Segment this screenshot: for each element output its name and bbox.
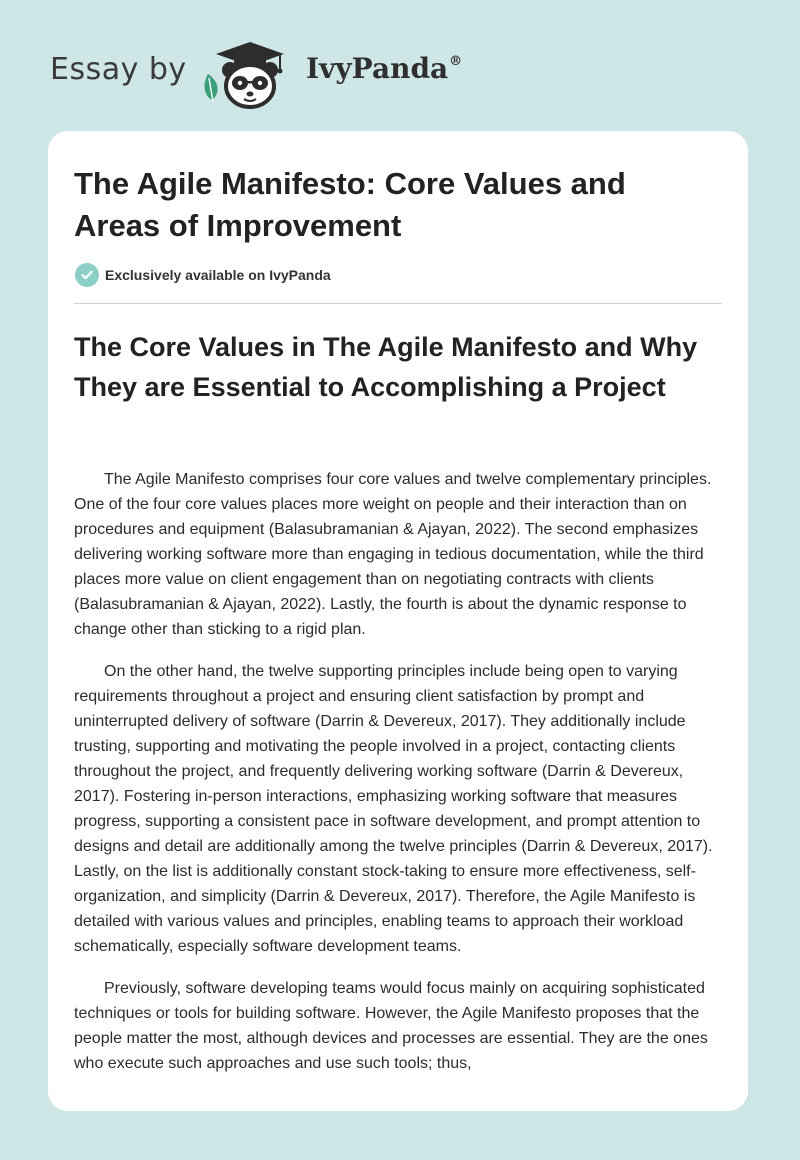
section-title: The Core Values in The Agile Manifesto and Why They are Essential to Accomplishing a Project <box>74 332 698 402</box>
exclusive-badge <box>75 262 331 288</box>
exclusive-label: Exclusively available on IvyPanda <box>105 267 331 283</box>
essay-card <box>48 131 748 1111</box>
panda-graduate-logo-icon <box>200 38 300 114</box>
page-title: The Agile Manifesto: Core Values and Areas of Improvement <box>74 166 626 243</box>
divider <box>74 303 722 304</box>
paragraph: Previously, software developing teams would focus mainly on acquiring sophisticated techniques or tools for building software. However, the Agile Manifesto proposes that the people matter the most, although devices and processes are essential. They are the ones who execute such approaches and use such tools; thus, <box>74 980 708 1072</box>
paragraph: On the other hand, the twelve supporting principles include being open to varying requirements throughout a project and ensuring client satisfaction by prompt and uninterrupted delivery of software (Darrin & Devereux, 2017). They additionally include trusting, supporting and motivating the people involved in a project, contacting clients throughout the project, and frequently delivering working software (Darrin & Devereux, 2017). Fostering in-person interactions, emphasizing working software that measures progress, supporting a consistent pace in software development, and prompt attention to designs and detail are additionally among the twelve principles (Darrin & Devereux, 2017). Lastly, on the list is additionally constant stock-taking to ensure more effectiveness, self-organization, and simplicity (Darrin & Devereux, 2017). Therefore, the Agile Manifesto is detailed with various values and principles, enabling teams to approach their workload schematically, especially software development teams. <box>74 663 713 955</box>
brand-prefix: Essay by <box>50 52 187 87</box>
paragraph: The Agile Manifesto comprises four core values and twelve complementary principles. One of the four core values places more weight on people and their interaction than on procedures and equipment (Balasubramanian & Ajayan, 2022). The second emphasizes delivering working software more than engaging in tedious documentation, while the third places more value on client engagement than on negotiating contracts with clients (Balasubramanian & Ajayan, 2022). Lastly, the fourth is about the dynamic response to change other than sticking to a rigid plan. <box>74 471 712 638</box>
essay-body <box>74 467 726 1093</box>
registered-mark: ® <box>449 54 463 69</box>
check-circle-icon <box>75 263 99 287</box>
site-header-brand[interactable] <box>50 34 470 114</box>
brand-name: IvyPanda® <box>306 52 463 85</box>
